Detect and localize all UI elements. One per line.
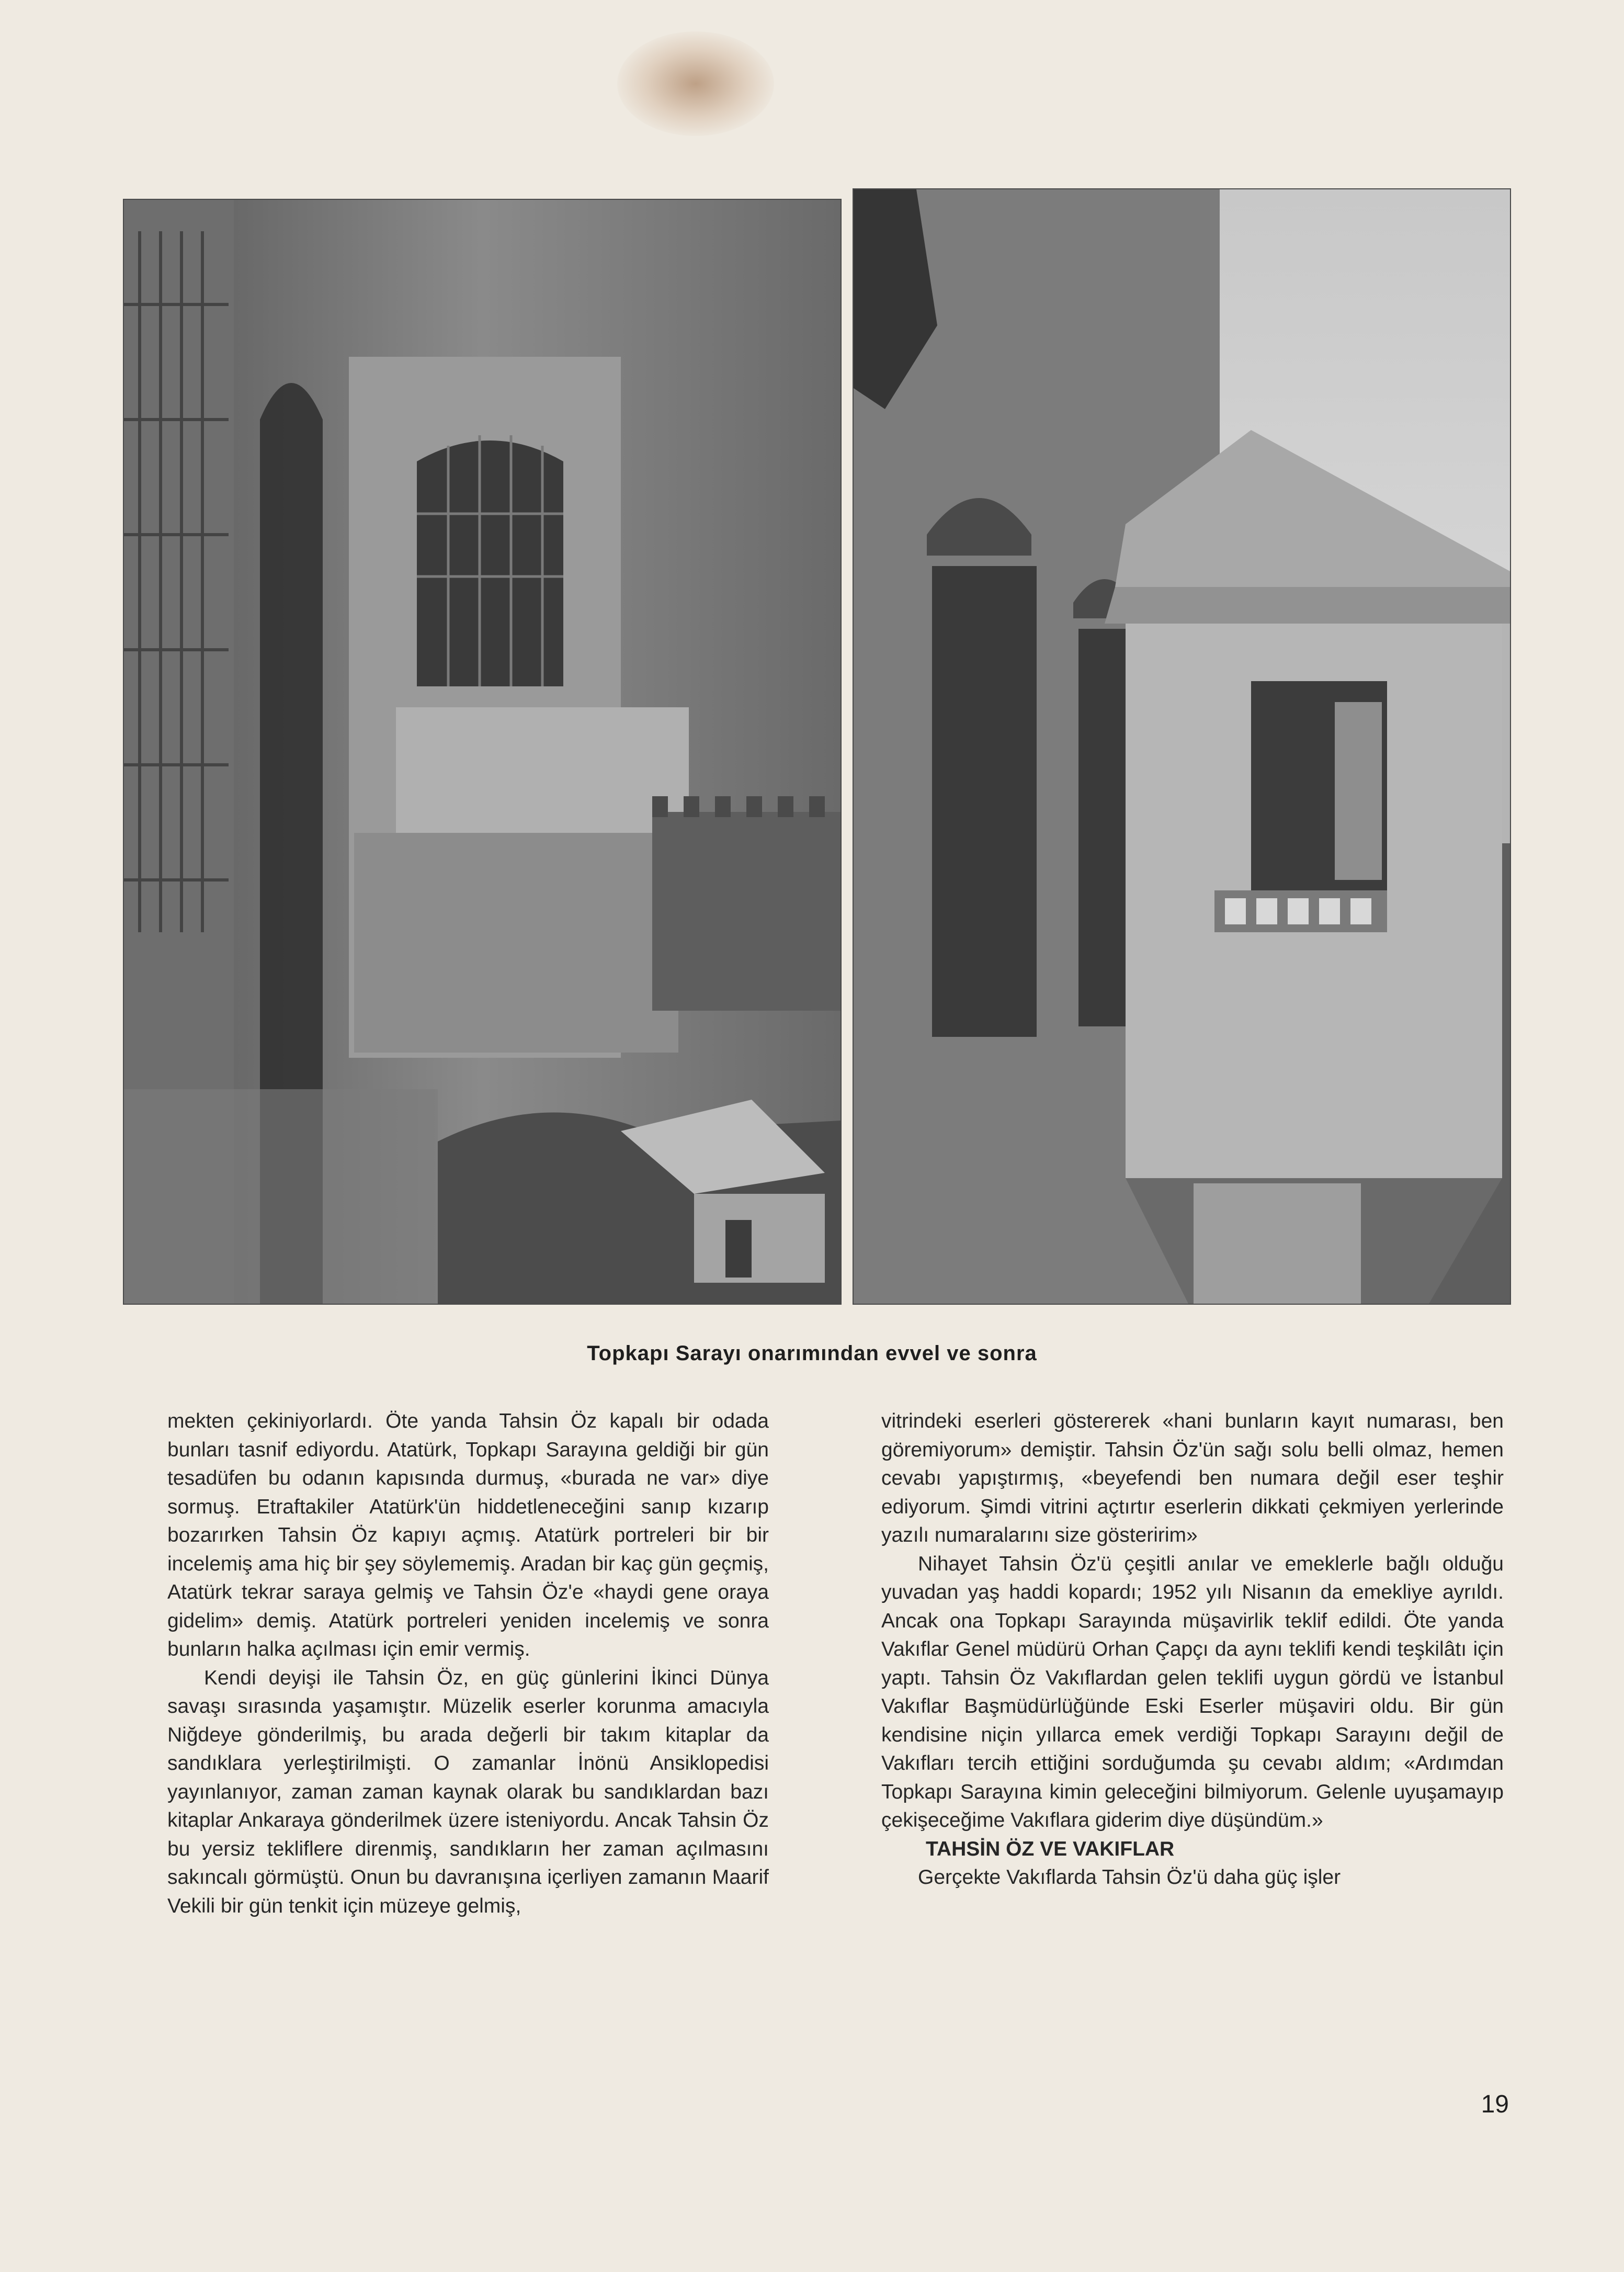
- article-column-right: [881, 1407, 1504, 1892]
- article-column-left: [167, 1407, 769, 1920]
- page-number: 19: [1481, 2090, 1509, 2118]
- paper-stain: [617, 31, 774, 136]
- photo-before-restoration: [123, 199, 842, 1305]
- paragraph: Gerçekte Vakıflarda Tahsin Öz'ü daha güç işler: [918, 1866, 1341, 1889]
- paragraph: Kendi deyişi ile Tahsin Öz, en güç günlerini İkinci Dünya savaşı sırasında yaşamıştır. Müzelik eserler korunma amacıyla Niğdeye gönderilmiş, bu arada değerli bir takım kitaplar da sandıklara yerleştirilmişti. O zamanlar İnönü Ansiklopedisi yayınlanıyor, zaman zaman kaynak olarak bu sandıklardan bazı kitaplar Ankaraya gönderilmek üzere isteniyordu. Ancak Tahsin Öz bu yersiz tekliflere direnmiş, sandıkların her zaman açılmasını sakıncalı görmüştü. Onun bu davranışına içerliyen zamanın Maarif Vekili bir gün tenkit için müzeye gelmiş,: [167, 1666, 769, 1917]
- section-heading: TAHSİN ÖZ VE VAKIFLAR: [926, 1837, 1175, 1860]
- restored-bay-window-illustration: [854, 189, 1510, 1304]
- paragraph: vitrindeki eserleri göstererek «hani bunların kayıt numarası, ben göremiyorum» demiştir. Tahsin Öz'ün sağı solu belli olmaz, hemen cevabı yapıştırmış, «beyefendi ben numara değil eser teşhir ediyorum. Şimdi vitrini açtırtır eserlerin dikkati çekmiyen yerlerinde yazılı numaralarını size gösteririm»: [881, 1410, 1504, 1546]
- paragraph: mekten çekiniyorlardı. Öte yanda Tahsin Öz kapalı bir odada bunları tasnif ediyordu. Atatürk, Topkapı Sarayına geldiği bir gün tesadüfen bu odanın kapısında durmuş, «burada ne var» diye sormuş. Etraftakiler Atatürk'ün hiddetleneceğini sanıp kızarıp bozarırken Tahsin Öz kapıyı açmış. Atatürk portreleri bir bir incelemiş ama hiç bir şey söylememiş. Aradan bir kaç gün geçmiş, Atatürk tekrar saraya gelmiş ve Tahsin Öz'e «haydi gene oraya gidelim» demiş. Atatürk portreleri yeniden incelemiş ve sonra bunların halka açılması için emir vermiş.: [167, 1410, 769, 1660]
- photo-after-restoration: [853, 188, 1511, 1305]
- palace-facade-illustration: [124, 200, 841, 1304]
- paragraph: Nihayet Tahsin Öz'ü çeşitli anılar ve emeklerle bağlı olduğu yuvadan yaş haddi kopardı; 1952 yılı Nisanın da emekliye ayrıldı. Ancak ona Topkapı Sarayında müşavirlik teklif edildi. Öte yanda Vakıflar Genel müdürü Orhan Çapçı da aynı teklifi kendi teşkilâtı için yaptı. Tahsin Öz Vakıflardan gelen teklifi uygun gördü ve İstanbul Vakıflar Başmüdürlüğünde Eski Eserler müşaviri oldu. Bir gün kendisine niçin yıllarca emek verdiği Topkapı Sarayını değil de Vakıfları tercih ettiğini sorduğumda şu cevabı aldım; «Ardımdan Topkapı Sarayına kimin geleceğini bilmiyorum. Gelenle uyuşamayıp çekişeceğime Vakıflara giderim diye düşündüm.»: [881, 1552, 1504, 1832]
- photo-caption: Topkapı Sarayı onarımından evvel ve sonra: [587, 1342, 1037, 1365]
